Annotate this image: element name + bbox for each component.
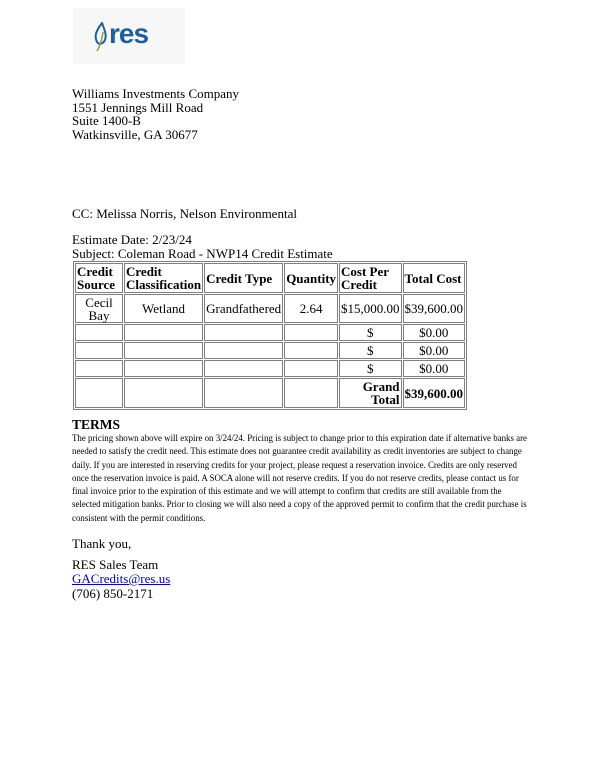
grand-total-row [75, 378, 465, 408]
cell [124, 324, 203, 341]
cell: $0.00 [403, 360, 466, 377]
header-cell: Quantity [284, 263, 338, 293]
res-logo: res [73, 8, 185, 64]
estimate-date: Estimate Date: 2/23/24 [72, 232, 192, 247]
street: 1551 Jennings Mill Road [72, 99, 204, 115]
terms-text [72, 432, 527, 525]
terms-line: daily. If you are interested in reserving credits for your project, please request a reservation invoice. Credits are only reserved [72, 459, 517, 470]
cell: $0.00 [403, 342, 466, 359]
cell [284, 378, 338, 408]
header-cell: Credit Source [75, 263, 123, 293]
cell [75, 324, 123, 341]
signoff [72, 537, 170, 601]
cell [124, 378, 203, 408]
terms-line: needed to satisfy the credit need. This estimate does not guarantee credit availability as credit inventories are subject to change [72, 446, 522, 457]
grand-total-label: Grand Total [339, 378, 402, 408]
table-header [75, 263, 465, 293]
team-name: RES Sales Team [72, 556, 159, 572]
table-row [75, 360, 465, 377]
terms-heading: TERMS [72, 417, 121, 432]
header-cell: Credit Type [204, 263, 283, 293]
subject: Subject: Coleman Road - NWP14 Credit Estimate [72, 245, 333, 261]
email-link[interactable]: GACredits@res.us [72, 571, 171, 586]
cell [204, 342, 283, 359]
recipient-address [72, 87, 239, 141]
cell: Grandfathered [204, 294, 283, 323]
grand-total-value: $39,600.00 [403, 378, 466, 408]
terms-line: selected mitigation banks. Prior to closing we will also need a copy of the approved permit to confirm that the credit purchase is [72, 499, 527, 510]
cell [204, 378, 283, 408]
cell: 2.64 [284, 294, 338, 323]
cell [75, 360, 123, 377]
table-row [75, 294, 465, 323]
cell: $ [339, 342, 402, 359]
terms-line: once the reservation invoice is paid. A SOCA alone will not reserve credits. If you do not reserve credits, please contact us for [72, 472, 519, 483]
terms-line: consistent with the permit conditions. [72, 512, 206, 523]
suite: Suite 1400-B [72, 113, 141, 128]
cc-line: CC: Melissa Norris, Nelson Environmental [72, 206, 297, 221]
table-row [75, 342, 465, 359]
cell: $ [339, 360, 402, 377]
header-cell: Total Cost [403, 263, 466, 293]
cell [124, 360, 203, 377]
cell [284, 342, 338, 359]
cell [284, 360, 338, 377]
cell [204, 360, 283, 377]
terms-line: The pricing shown above will expire on 3/24/24. Pricing is subject to change prior to this expiration date if alternative banks are [72, 433, 527, 443]
city: Watkinsville, GA 30677 [72, 126, 198, 142]
cell: $15,000.00 [339, 294, 402, 323]
cell: Wetland [124, 294, 203, 323]
credit-table [73, 261, 467, 410]
company-name: Williams Investments Company [72, 86, 240, 101]
cell [75, 342, 123, 359]
phone: (706) 850-2171 [72, 585, 154, 601]
cell: $0.00 [403, 324, 466, 341]
terms-line: final invoice prior to the expiration of this estimate and we will attempt to confirm that credits are still available from the [72, 486, 502, 497]
cell [75, 378, 123, 408]
cell: Cecil Bay [75, 294, 123, 323]
table-row [75, 324, 465, 341]
cell [124, 342, 203, 359]
cell: $39,600.00 [403, 294, 466, 323]
thanks: Thank you, [72, 536, 132, 551]
cell [284, 324, 338, 341]
header-cell: Credit Classification [126, 264, 202, 292]
estimate-info [72, 233, 333, 260]
cell: $ [339, 324, 402, 341]
header-cell: Cost Per Credit [339, 263, 402, 293]
leaf-icon [93, 22, 109, 52]
cell [204, 324, 283, 341]
